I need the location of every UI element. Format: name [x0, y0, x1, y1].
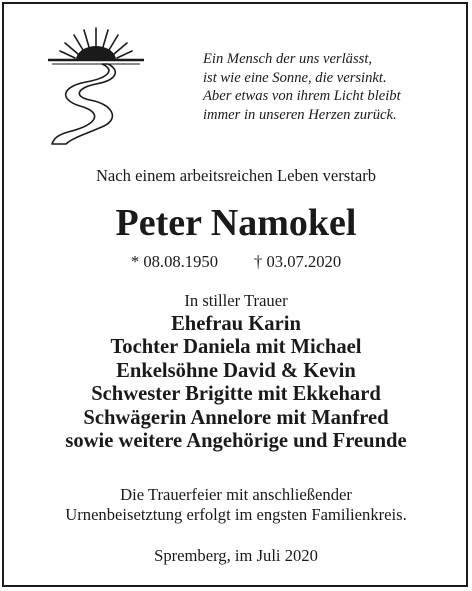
mourning-label: In stiller Trauer [184, 291, 288, 310]
death-date: † 03.07.2020 [254, 252, 342, 271]
quote-line: Ein Mensch der uns verlässt, [203, 51, 373, 67]
mourner-line: Schwester Brigitte mit Ekkehard [91, 383, 381, 406]
mourner-line: Schwägerin Annelore mit Manfred [83, 406, 389, 429]
intro-text: Nach einem arbeitsreichen Leben verstarb [95, 166, 377, 185]
mourner-line: Tochter Daniela mit Michael [110, 336, 362, 359]
mourners-list [0, 313, 472, 453]
quote-block [203, 50, 453, 124]
place-date: Spremberg, im Juli 2020 [154, 546, 318, 565]
mourner-line: Ehefrau Karin [171, 313, 301, 335]
mourner-line: sowie weitere Angehörige und Freunde [65, 430, 407, 453]
service-line: Urnenbeisetztung erfolgt im engsten Familienkreis. [65, 505, 407, 524]
sunset-path-icon [46, 24, 146, 146]
quote-line: Aber etwas von ihrem Licht bleibt [203, 88, 401, 105]
mourner-line: Enkelsöhne David & Kevin [116, 359, 356, 382]
birth-date: * 08.08.1950 [130, 252, 218, 271]
life-dates [0, 252, 472, 272]
quote-line: ist wie eine Sonne, die versinkt. [203, 69, 387, 86]
quote-line: immer in unseren Herzen zurück. [203, 106, 397, 123]
service-notice [0, 485, 472, 525]
service-line: Die Trauerfeier mit anschließender [120, 485, 352, 504]
deceased-name: Peter Namokel [115, 202, 357, 244]
